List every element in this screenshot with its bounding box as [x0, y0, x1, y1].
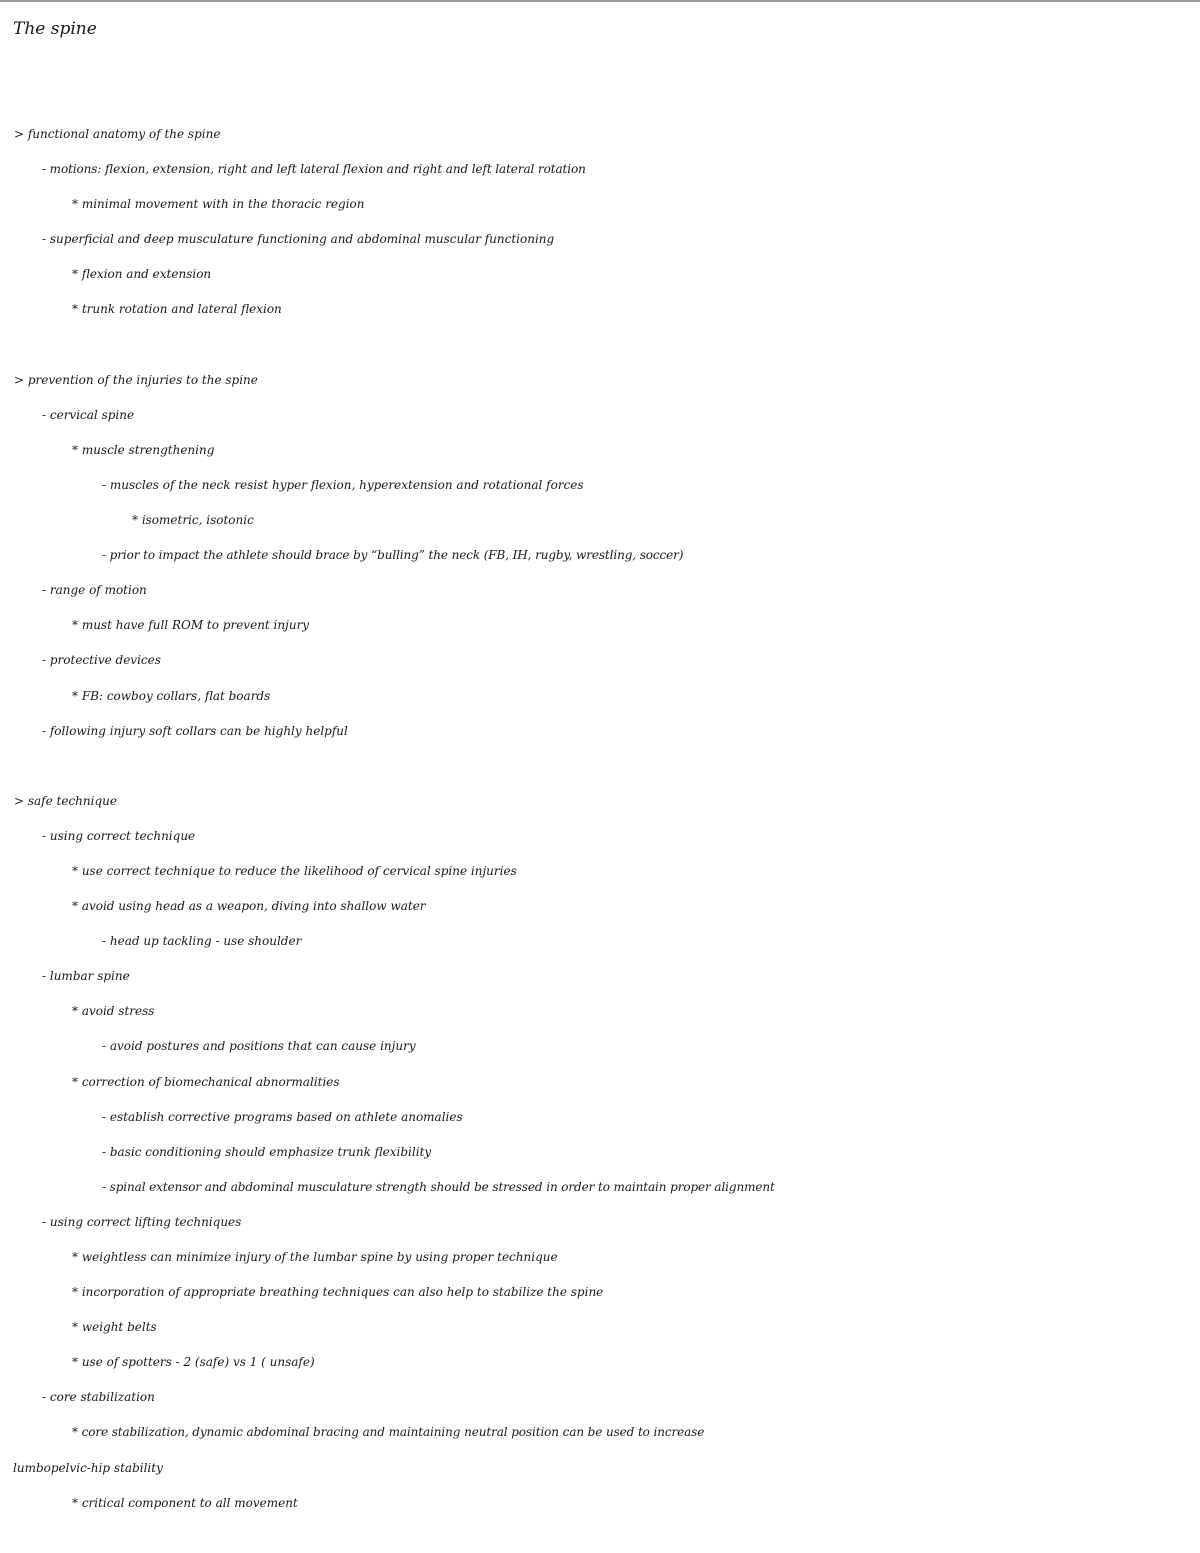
list-item: * avoid stress — [72, 1004, 155, 1019]
list-item: * muscle strengthening — [72, 442, 215, 457]
list-item: - superficial and deep musculature functioning and abdominal muscular functioning — [42, 232, 555, 247]
list-item: - head up tackling - use shoulder — [102, 934, 302, 949]
list-item: - cervical spine — [42, 407, 135, 422]
list-item: * weight belts — [72, 1320, 157, 1335]
list-item: - muscles of the neck resist hyper flexion, hyperextension and rotational forces — [102, 477, 584, 492]
list-item: - range of motion — [42, 583, 147, 598]
list-item: - protective devices — [42, 653, 161, 668]
list-item: - motions: flexion, extension, right and left lateral flexion and right and left lateral rotation — [42, 162, 586, 177]
list-item: * incorporation of appropriate breathing techniques can also help to stabilize the spine — [72, 1285, 604, 1300]
list-item: - using correct technique — [42, 828, 196, 843]
heading-prevention: > prevention of the injuries to the spine — [14, 372, 258, 387]
list-item: * isometric, isotonic — [132, 513, 254, 528]
heading-functional-anatomy: > functional anatomy of the spine — [14, 127, 221, 141]
list-item: - using correct lifting techniques — [42, 1214, 242, 1229]
list-item: * weightless can minimize injury of the lumbar spine by using proper technique — [72, 1250, 558, 1264]
list-item-continuation: lumbopelvic-hip stability — [13, 1460, 163, 1475]
list-item: - following injury soft collars can be highly helpful — [42, 723, 348, 738]
blank-line — [0, 333, 1200, 368]
list-item: - spinal extensor and abdominal musculature strength should be stressed in order to maintain proper alignment — [102, 1179, 775, 1194]
list-item: * use correct technique to reduce the likelihood of cervical spine injuries — [72, 863, 517, 878]
list-item: * use of spotters - 2 (safe) vs 1 ( unsafe) — [72, 1355, 315, 1370]
blank-line — [0, 754, 1200, 789]
list-item: - core stabilization — [42, 1390, 155, 1405]
list-item: * correction of biomechanical abnormalities — [72, 1074, 340, 1089]
list-item: * critical component to all movement — [72, 1495, 298, 1510]
list-item: * flexion and extension — [72, 267, 212, 282]
list-item: * minimal movement with in the thoracic region — [72, 197, 365, 212]
document-title: The spine — [13, 19, 97, 39]
list-item: - basic conditioning should emphasize trunk flexibility — [102, 1144, 432, 1159]
top-divider — [0, 0, 1200, 2]
list-item: * must have full ROM to prevent injury — [72, 618, 310, 633]
list-item: * avoid using head as a weapon, diving into shallow water — [72, 899, 426, 914]
list-item: * core stabilization, dynamic abdominal bracing and maintaining neutral position can be used to increase — [72, 1425, 705, 1440]
list-item: * trunk rotation and lateral flexion — [72, 302, 282, 317]
heading-safe-technique: > safe technique — [14, 793, 117, 808]
list-item: * FB: cowboy collars, flat boards — [72, 688, 271, 703]
list-item: - establish corrective programs based on athlete anomalies — [102, 1109, 463, 1124]
list-item: - avoid postures and positions that can cause injury — [102, 1039, 416, 1054]
list-item: - prior to impact the athlete should brace by “bulling” the neck (FB, IH, rugby, wrestling, soccer) — [102, 548, 684, 563]
list-item: - lumbar spine — [42, 969, 130, 984]
notes-body — [0, 122, 1200, 1526]
